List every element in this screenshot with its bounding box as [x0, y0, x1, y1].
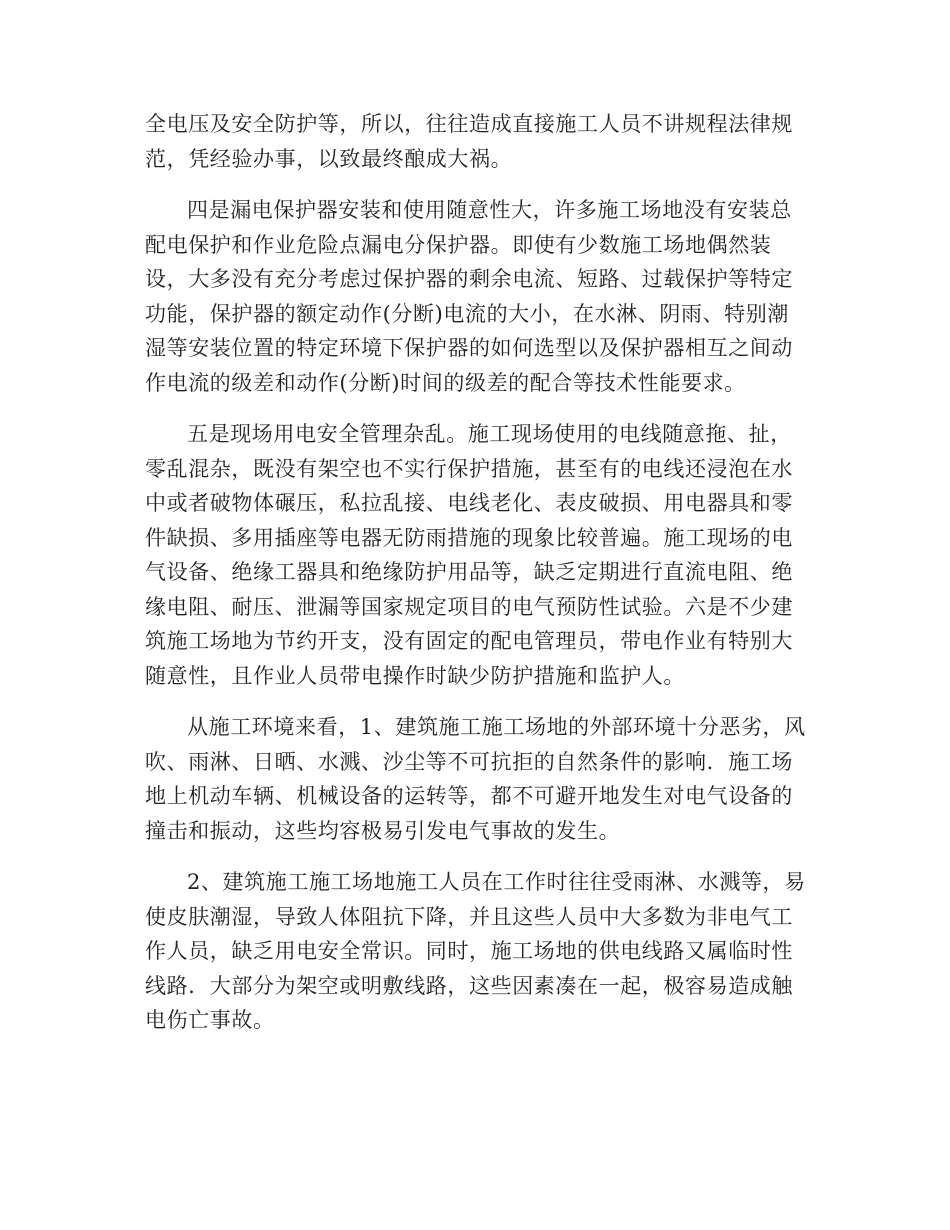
text-line: 筑施工场地为节约开支，没有固定的配电管理员，带电作业有特别大: [145, 629, 793, 653]
text-line: 湿等安装位置的特定环境下保护器的如何选型以及保护器相互之间动: [145, 336, 793, 360]
paragraph: [145, 865, 805, 1038]
text-line: 范，凭经验办事，以致最终酿成大祸。: [145, 146, 513, 171]
text-line: 线路．大部分为架空或明敷线路，这些因素凑在一起，极容易造成触: [145, 973, 793, 998]
paragraph: [145, 193, 805, 400]
text-line: 2、建筑施工施工场地施工人员在工作时往往受雨淋、水溅等，易: [187, 870, 806, 894]
text-line: 件缺损、多用插座等电器无防雨措施的现象比较普遍。施工现场的电: [145, 525, 793, 550]
text-line: 撞击和振动，这些均容极易引发电气事故的发生。: [145, 818, 621, 843]
text-line: 全电压及安全防护等，所以，往往造成直接施工人员不讲规程法律规: [145, 112, 793, 136]
text-line: 电伤亡事故。: [145, 1008, 275, 1032]
text-line: 中或者破物体碾压，私拉乱接、电线老化、表皮破损、用电器具和零: [145, 491, 793, 515]
text-line: 作人员，缺乏用电安全常识。同时，施工场地的供电线路又属临时性: [145, 939, 793, 963]
text-line: 作电流的级差和动作(分断)时间的级差的配合等技术性能要求。: [145, 370, 746, 395]
text-line: 随意性，且作业人员带电操作时缺少防护措施和监护人。: [145, 663, 685, 688]
text-line: 设，大多没有充分考虑过保护器的剩余电流、短路、过载保护等特定: [145, 267, 793, 291]
text-line: 气设备、绝缘工器具和绝缘防护用品等，缺乏定期进行直流电阻、绝: [145, 560, 793, 584]
text-line: 功能，保护器的额定动作(分断)电流的大小，在水淋、阴雨、特别潮: [145, 301, 789, 326]
text-line: 配电保护和作业危险点漏电分保护器。即使有少数施工场地偶然装: [145, 232, 772, 257]
text-line: 零乱混杂，既没有架空也不实行保护措施，甚至有的电线还浸泡在水: [145, 456, 793, 481]
paragraph: [145, 107, 805, 176]
text-line: 吹、雨淋、日晒、水溅、沙尘等不可抗拒的自然条件的影响．施工场: [145, 749, 793, 774]
text-line: 使皮肤潮湿，导致人体阻抗下降，并且这些人员中大多数为非电气工: [145, 904, 793, 929]
text-line: 缘电阻、耐压、泄漏等国家规定项目的电气预防性试验。六是不少建: [145, 594, 793, 619]
document-body: [145, 107, 805, 1055]
text-line: 五是现场用电安全管理杂乱。施工现场使用的电线随意拖、扯，: [187, 422, 792, 446]
text-line: 四是漏电保护器安装和使用随意性大，许多施工场地没有安装总: [187, 198, 792, 222]
text-line: 从施工环境来看，1、建筑施工施工场地的外部环境十分恶劣，风: [187, 715, 806, 739]
paragraph: [145, 710, 805, 848]
paragraph: [145, 417, 805, 693]
text-line: 地上机动车辆、机械设备的运转等，都不可避开地发生对电气设备的: [145, 784, 793, 808]
